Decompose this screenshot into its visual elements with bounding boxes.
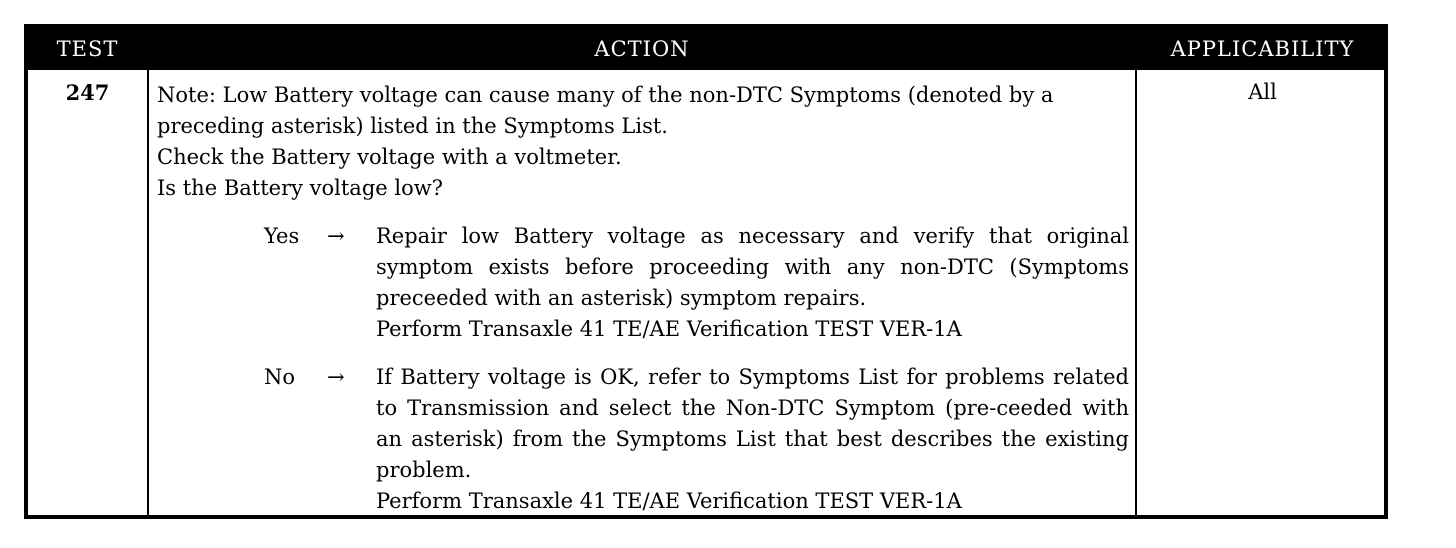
header-action: ACTION bbox=[594, 37, 690, 61]
branch-key-no: No bbox=[264, 365, 296, 389]
column-divider bbox=[1135, 70, 1137, 515]
note-line: Note: Low Battery voltage can cause many of the non-DTC Symptoms (denoted by a bbox=[157, 83, 1054, 107]
branch-body-no bbox=[376, 362, 1129, 517]
perform-instruction: Perform Transaxle 41 TE/AE Verification TEST VER-1A bbox=[376, 317, 962, 341]
question-line: Is the Battery voltage low? bbox=[157, 176, 443, 200]
test-number: 247 bbox=[65, 80, 110, 105]
diagnostic-table bbox=[24, 24, 1388, 519]
branch-no bbox=[157, 362, 1129, 517]
table-header bbox=[28, 28, 1384, 70]
header-test: TEST bbox=[56, 37, 119, 61]
branch-text: If Battery voltage is OK, refer to Symptoms List for problems related to Transmission and select the Non-DTC Symptom (pre-ceeded with an asterisk) from the Symptoms List that best describes the existing problem. bbox=[376, 365, 1129, 482]
note-line: Check the Battery voltage with a voltmeter. bbox=[157, 145, 622, 169]
action-cell bbox=[157, 80, 1129, 517]
branch-key-yes: Yes bbox=[264, 224, 300, 248]
header-applicability: APPLICABILITY bbox=[1170, 37, 1355, 61]
arrow-right-icon: → bbox=[327, 365, 345, 389]
perform-instruction: Perform Transaxle 41 TE/AE Verification TEST VER-1A bbox=[376, 489, 962, 513]
branch-text: Repair low Battery voltage as necessary and verify that original symptom exists before proceeding with any non-DTC (Symptoms preceeded with an asterisk) symptom repairs. bbox=[376, 224, 1129, 310]
arrow-right-icon: → bbox=[327, 224, 345, 248]
applicability-value: All bbox=[1248, 80, 1277, 104]
branch-body-yes bbox=[376, 221, 1129, 345]
column-divider bbox=[147, 70, 149, 515]
branch-yes bbox=[157, 221, 1129, 345]
note-line: preceding asterisk) listed in the Symptoms List. bbox=[157, 114, 668, 138]
